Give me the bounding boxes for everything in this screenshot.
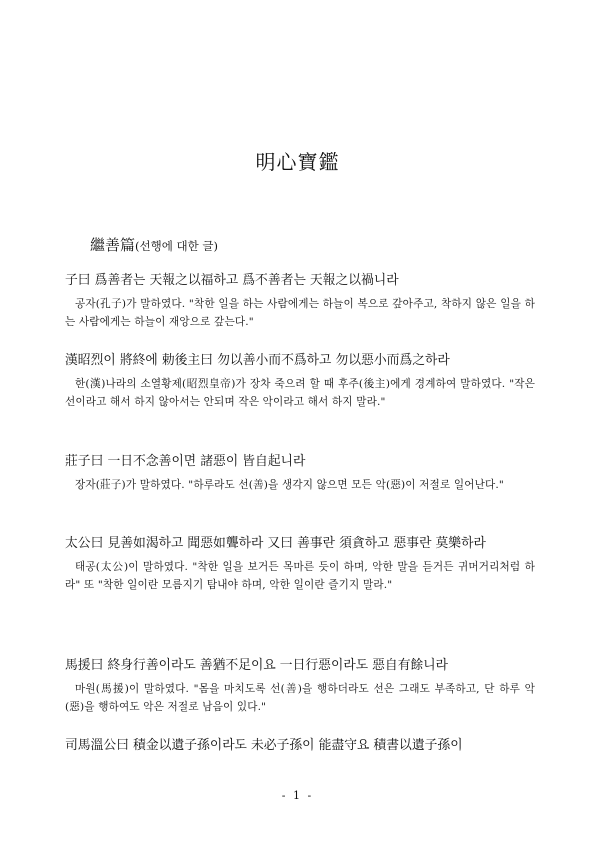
section-heading xyxy=(90,234,218,255)
passage-translation: 마원(馬援)이 말하였다. "몸을 마치도록 선(善)을 행하더라도 선은 그래도 부족하고, 단 하루 악(惡)을 행하여도 악은 저절로 남음이 있다." xyxy=(65,683,535,713)
page-number: - 1 - xyxy=(281,789,314,802)
passage xyxy=(65,272,535,331)
passage-original: 馬援曰 終身行善이라도 善猶不足이요 一日行惡이라도 惡自有餘니라 xyxy=(65,658,449,673)
passage-translation: 태공(太公)이 말하였다. "착한 일을 보거든 목마른 듯이 하며, 악한 말을 듣거든 귀머거리처럼 하라" 또 "착한 일이란 모름지기 탐내야 하며, 악한 일이란 즐기지 말라." xyxy=(65,561,535,591)
passage-translation: 한(漢)나라의 소열황제(昭烈皇帝)가 장차 죽으려 할 때 후주(後主)에게 경계하여 말하였다. "작은 선이라고 해서 하지 않아서는 안되며 작은 악이라고 해서 하지 말라." xyxy=(65,378,535,408)
passage xyxy=(65,737,535,754)
passage-original: 莊子曰 一日不念善이면 諸惡이 皆自起니라 xyxy=(65,454,306,469)
passage xyxy=(65,535,535,594)
passage-original: 子曰 爲善者는 天報之以福하고 爲不善者는 天報之以禍니라 xyxy=(65,273,399,288)
passage-translation: 장자(莊子)가 말하였다. "하루라도 선(善)을 생각지 않으면 모든 악(惡)이 저절로 일어난다." xyxy=(75,479,504,491)
section-subtitle: (선행에 대한 글) xyxy=(135,239,218,253)
passage-original: 漢昭烈이 將終에 勅後主曰 勿以善小而不爲하고 勿以惡小而爲之하라 xyxy=(65,353,450,368)
section-title: 繼善篇 xyxy=(90,236,136,254)
passage xyxy=(65,657,535,716)
document-title: 明心寶鑑 xyxy=(255,150,340,174)
passage-original: 司馬溫公曰 積金以遺子孫이라도 未必子孫이 能盡守요 積書以遺子孫이 xyxy=(65,738,463,753)
passage xyxy=(65,453,535,494)
passage xyxy=(65,352,535,411)
passage-translation: 공자(孔子)가 말하였다. "착한 일을 하는 사람에게는 하늘이 복으로 갚아주고, 착하지 않은 일을 하는 사람에게는 하늘이 재앙으로 갚는다." xyxy=(65,298,535,328)
passage-original: 太公曰 見善如渴하고 聞惡如聾하라 又曰 善事란 須貪하고 惡事란 莫樂하라 xyxy=(65,536,486,551)
